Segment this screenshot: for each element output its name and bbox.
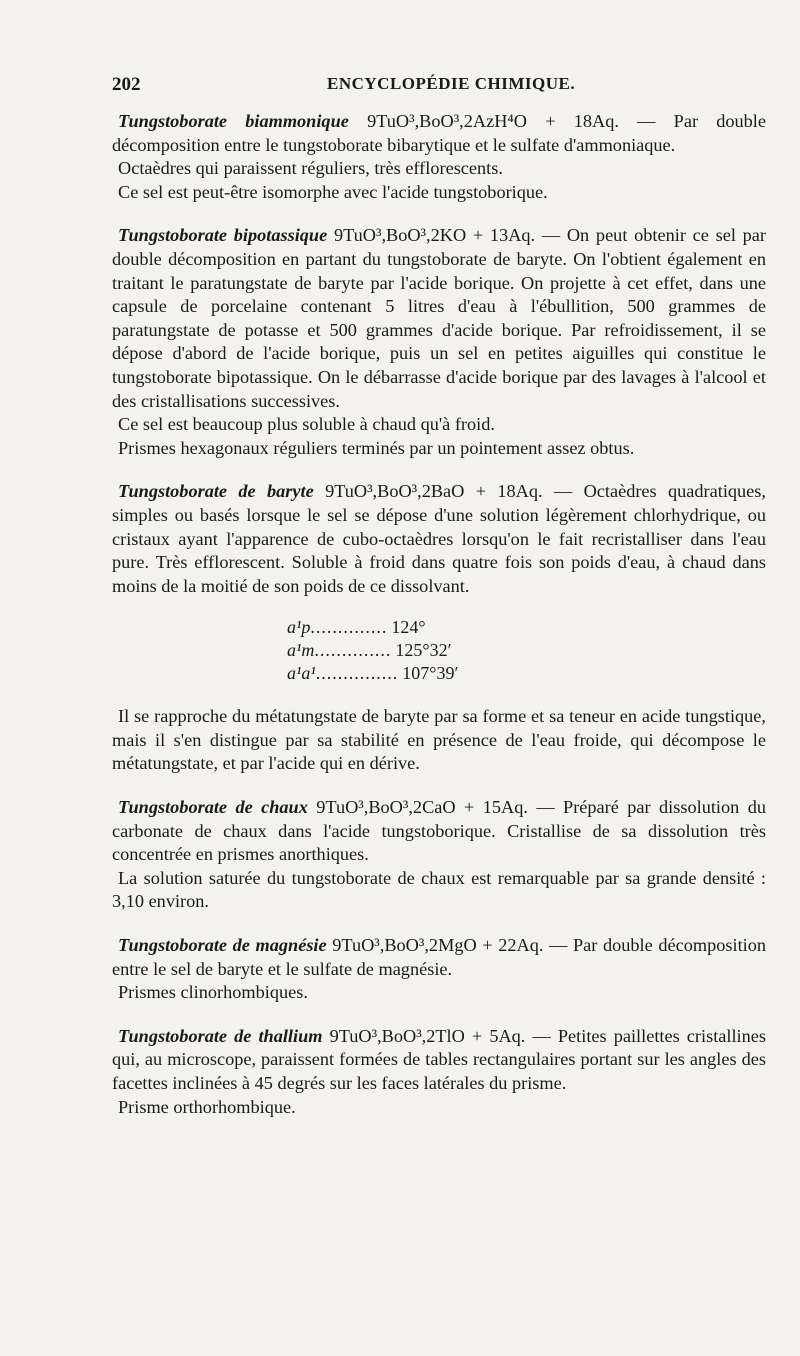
angle-row (287, 639, 766, 662)
section-magnesie (112, 934, 766, 981)
section-chaux (112, 796, 766, 867)
section-title: Tungstoborate de magnésie (118, 935, 327, 956)
angle-table (287, 616, 766, 685)
section-title: Tungstoborate bipotassique (118, 225, 328, 246)
paragraph: Ce sel est beaucoup plus soluble à chaud qu'à froid. (118, 414, 495, 435)
angle-label: a¹p (287, 617, 311, 638)
angle-label: a¹a¹ (287, 663, 316, 684)
section-bipotassique (112, 224, 766, 413)
paragraph: Ce sel est peut-être isomorphe avec l'acide tungstoborique. (118, 181, 548, 202)
angle-value: 107°39′ (402, 663, 459, 684)
page-header (112, 74, 766, 100)
section-formula: 9TuO³,BoO³,2MgO + 22Aq. (332, 935, 544, 956)
paragraph: Prismes clinorhombiques. (118, 982, 308, 1003)
section-text: — Petites paillettes cristallines qui, au microscope, paraissent formées de tables rectangulaires portant sur les angles des facettes inclinées à 45 degrés sur les faces latérales du prisme. (112, 1025, 766, 1093)
section-formula: 9TuO³,BoO³,2AzH⁴O + 18Aq. (367, 111, 619, 131)
angle-value: 125°32′ (395, 640, 452, 661)
angle-value: 124° (391, 617, 426, 638)
paragraph: Prisme orthorhombique. (118, 1096, 296, 1117)
section-text: — Préparé par dissolution du carbonate de chaux dans l'acide tungstoborique. Cristallise de sa dissolution très concentrée en prismes anorthiques. (112, 797, 766, 865)
paragraph: Octaèdres qui paraissent réguliers, très efflorescents. (118, 158, 503, 179)
angle-leader: ............... (315, 663, 399, 684)
page-number: 202 (112, 74, 141, 95)
running-head: ENCYCLOPÉDIE CHIMIQUE. (327, 74, 576, 93)
section-thallium (112, 1025, 766, 1096)
section-text: — Octaèdres quadratiques, simples ou basés lorsque le sel se dépose d'une solution légèrement chlorhydrique, ou cristaux ayant l'apparence de cubo-octaèdres lorsqu'on le fait recristalliser dans l'eau pure. Très efflorescent. Soluble à froid dans quatre fois son poids d'eau, à chaud dans moins de la moitié de son poids de ce dissolvant. (112, 481, 766, 596)
angle-leader: .............. (314, 640, 392, 661)
section-formula: 9TuO³,BoO³,2TlO + 5Aq. (329, 1025, 526, 1046)
section-biammonique (112, 110, 766, 157)
paragraph: La solution saturée du tungstoborate de chaux est remarquable par sa grande densité : 3,10 environ. (112, 867, 766, 912)
paragraph: Prismes hexagonaux réguliers terminés par un pointement assez obtus. (118, 437, 635, 458)
section-formula: 9TuO³,BoO³,2BaO + 18Aq. (325, 481, 543, 502)
section-title: Tungstoborate de chaux (118, 797, 308, 818)
section-text: — On peut obtenir ce sel par double décomposition en partant du tungstoborate de baryte. On l'obtient également en traitant le paratungstate de baryte par l'acide borique. On projette à cet effet, dans une capsule de porcelaine contenant 5 litres d'eau à l'ébullition, 500 grammes de paratungstate de potasse et 500 grammes d'acide borique. Par refroidissement, il se dépose d'abord de l'acide borique, puis un sel en petites aiguilles qui constitue le tungstoborate bipotassique. On le débarrasse d'acide borique par des lavages à l'alcool et des cristallisations successives. (112, 225, 766, 411)
section-formula: 9TuO³,BoO³,2KO + 13Aq. (333, 225, 536, 246)
section-text: — Par double décomposition entre le tungstoborate bibarytique et le sulfate d'ammoniaque. (112, 111, 767, 155)
section-baryte (112, 480, 766, 598)
section-title: Tungstoborate biammonique (118, 111, 349, 131)
section-text: — Par double décomposition entre le sel de baryte et le sulfate de magnésie. (112, 935, 767, 979)
paragraph-baryte-note: Il se rapproche du métatungstate de baryte par sa forme et sa teneur en acide tungstique, mais il s'en distingue par sa stabilité en présence de l'eau froide, qui décompose le métatungstate, et par l'acide qui en dérive. (112, 706, 766, 774)
section-title: Tungstoborate de baryte (118, 481, 314, 502)
section-title: Tungstoborate de thallium (118, 1025, 323, 1046)
section-formula: 9TuO³,BoO³,2CaO + 15Aq. (316, 797, 528, 818)
angle-leader: .............. (310, 617, 388, 638)
angle-row (287, 616, 766, 639)
angle-row (287, 662, 766, 685)
angle-label: a¹m (287, 640, 315, 661)
